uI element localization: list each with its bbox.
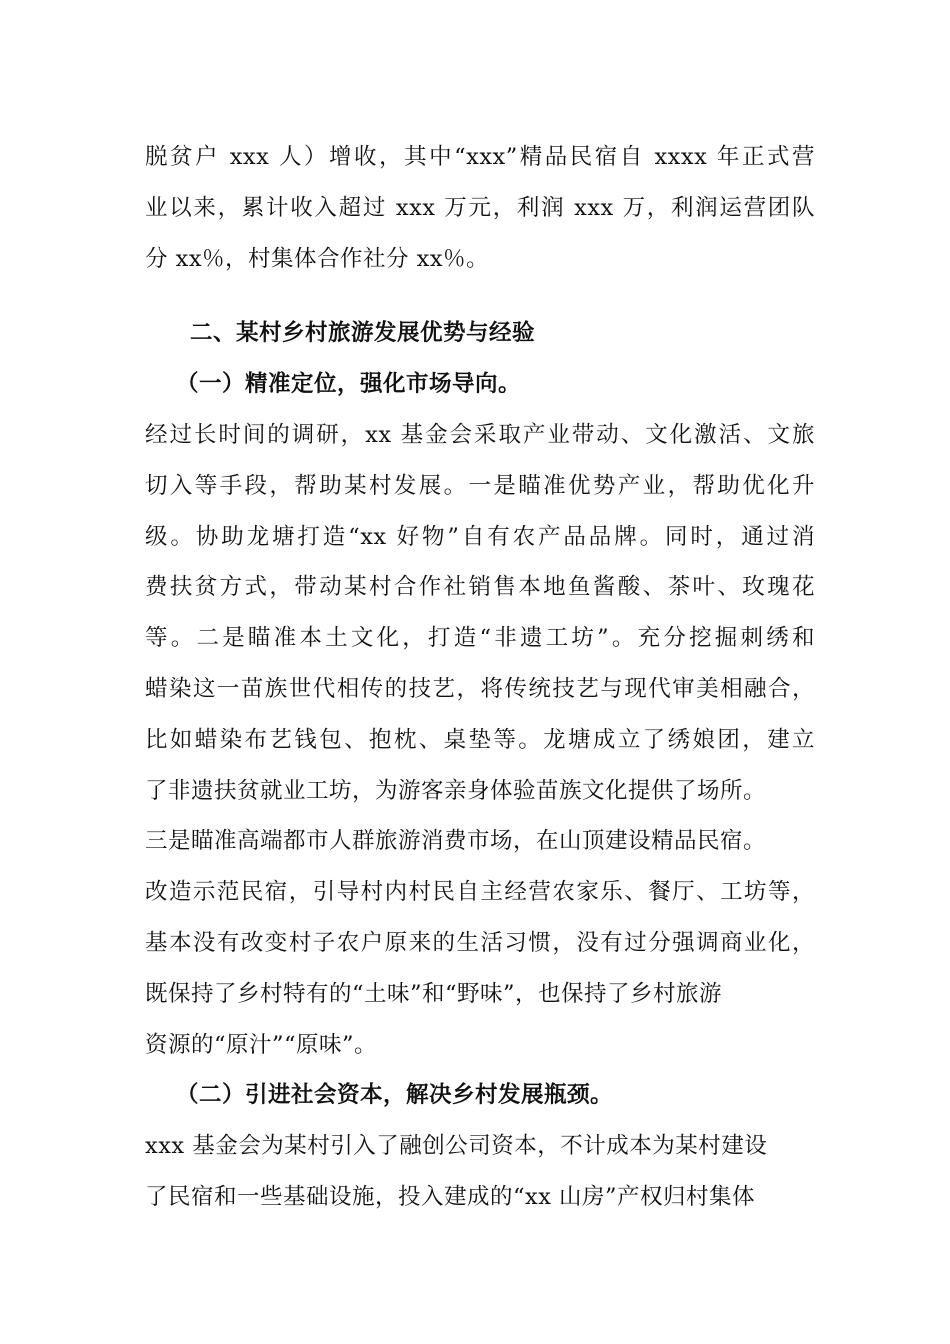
intro-line-1: 脱贫户 xxx 人）增收，其中“xxx”精品民宿自 xxxx 年正式营 — [145, 144, 815, 170]
intro-line-2: 业以来，累计收入超过 xxx 万元，利润 xxx 万，利润运营团队 — [145, 194, 815, 221]
paragraph-2-line-1: xxx 基金会为某村引入了融创公司资本，不计成本为某村建设 — [145, 1133, 768, 1160]
paragraph-1-line-9: 三是瞄准高端都市人群旅游消费市场，在山顶建设精品民宿。 — [145, 828, 767, 855]
paragraph-1-line-3: 级。协助龙塘打造“xx 好物”自有农产品品牌。同时，通过消 — [145, 523, 815, 550]
paragraph-1-line-13: 资源的“原汁”“原味”。 — [145, 1031, 378, 1058]
subsection-2-title: （二）引进社会资本，解决乡村发展瓶颈。 — [176, 1082, 614, 1109]
paragraph-1-line-1: 经过长时间的调研，xx 基金会采取产业带动、文化激活、文旅 — [145, 421, 815, 448]
paragraph-1-line-10: 改造示范民宿，引导村内村民自主经营农家乐、餐厅、工坊等， — [145, 879, 815, 906]
section-title: 二、某村乡村旅游发展优势与经验 — [190, 320, 536, 347]
paragraph-1-line-12: 既保持了乡村特有的“土味”和“野味”，也保持了乡村旅游 — [145, 980, 723, 1007]
paragraph-1-line-2: 切入等手段，帮助某村发展。一是瞄准优势产业，帮助优化升 — [145, 472, 815, 499]
paragraph-1-line-6: 蜡染这一苗族世代相传的技艺，将传统技艺与现代审美相融合， — [145, 675, 815, 702]
subsection-1-title: （一）精准定位，强化市场导向。 — [176, 371, 522, 398]
paragraph-1-line-5: 等。二是瞄准本土文化，打造“非遗工坊”。充分挖掘刺绣和 — [145, 625, 815, 652]
paragraph-2-line-2: 了民宿和一些基础设施，投入建成的“xx 山房”产权归村集体 — [145, 1183, 756, 1210]
paragraph-1-line-4: 费扶贫方式，带动某村合作社销售本地鱼酱酸、茶叶、玫瑰花 — [145, 574, 815, 601]
paragraph-1-line-7: 比如蜡染布艺钱包、抱枕、桌垫等。龙塘成立了绣娘团，建立 — [145, 726, 815, 753]
paragraph-1-line-8: 了非遗扶贫就业工坊，为游客亲身体验苗族文化提供了场所。 — [145, 777, 767, 804]
paragraph-1-line-11: 基本没有改变村子农户原来的生活习惯，没有过分强调商业化， — [145, 929, 815, 956]
document-page — [145, 132, 815, 1223]
intro-line-3: 分 xx％，村集体合作社分 xx％。 — [145, 245, 490, 272]
